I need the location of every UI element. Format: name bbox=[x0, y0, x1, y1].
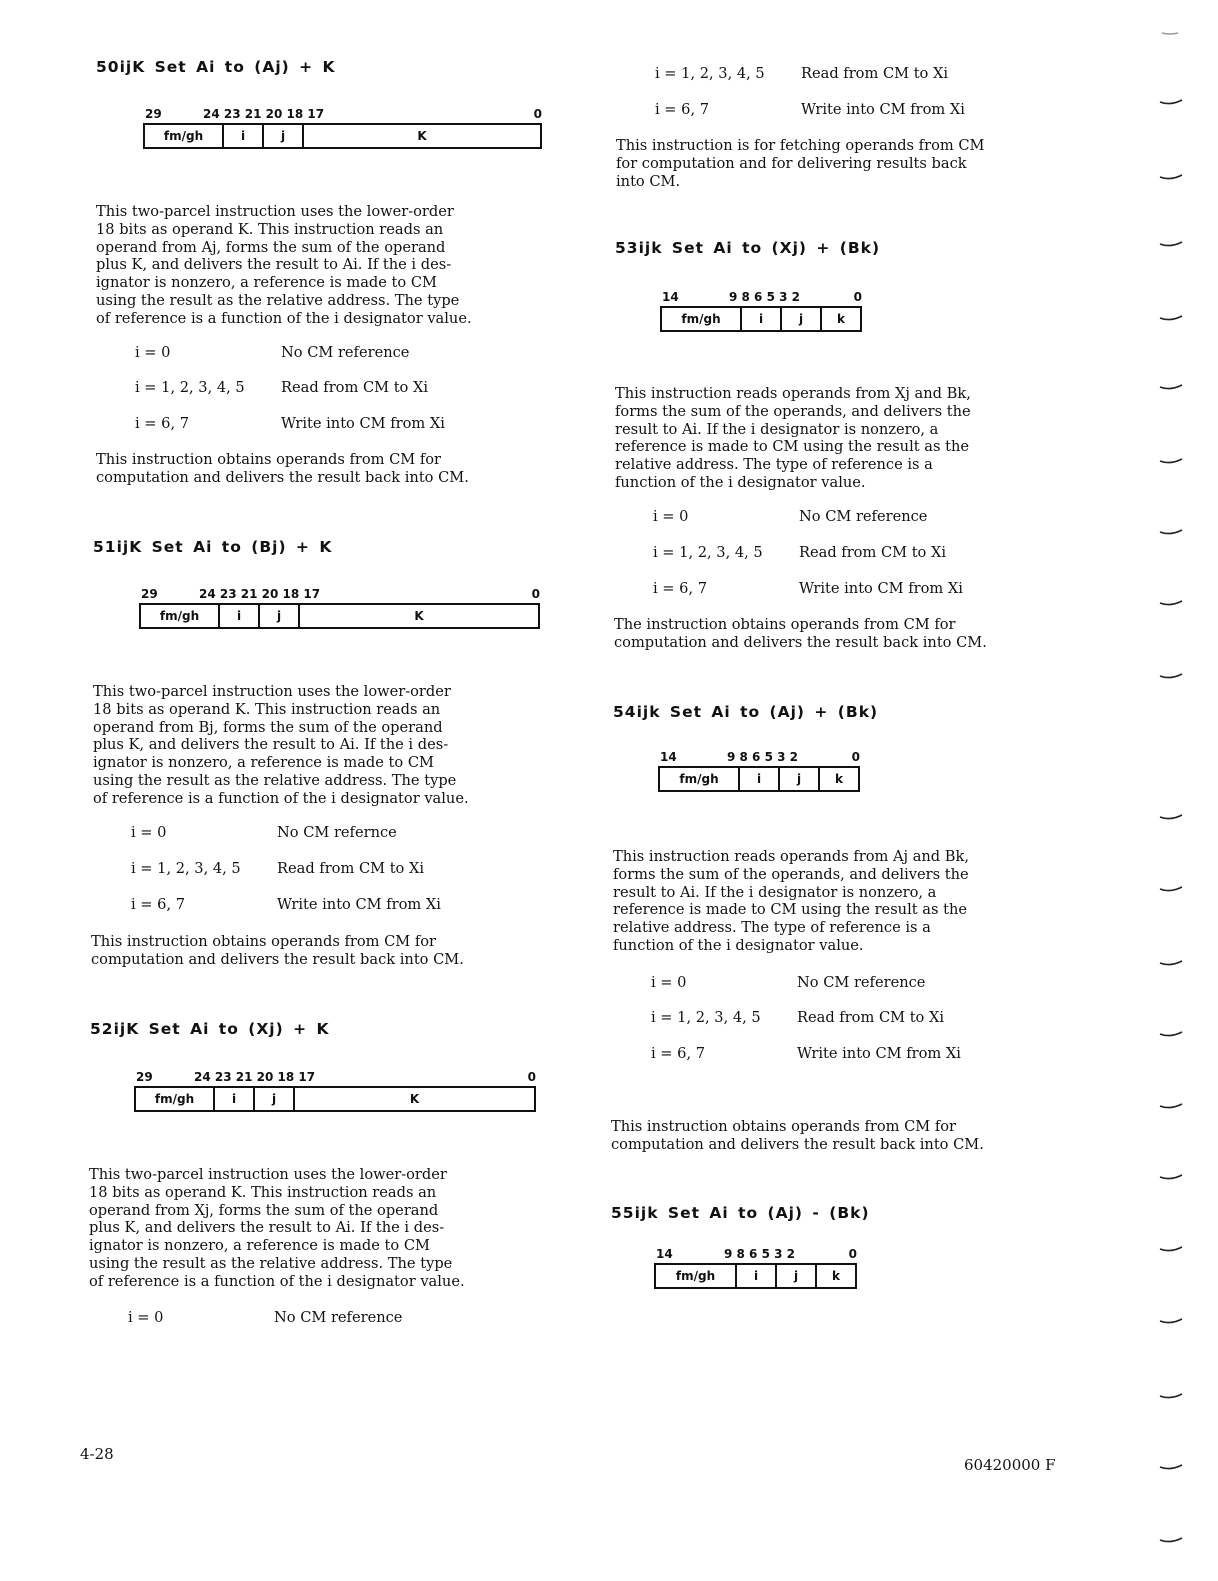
heading-54ijk: 54ijk Set Ai to (Aj) + (Bk) bbox=[613, 703, 879, 721]
summary-50ijk: This instruction obtains operands from CM for computation and delivers the result back into CM. bbox=[96, 451, 469, 486]
table-row: i = 1, 2, 3, 4, 5 Read from CM to Xi bbox=[653, 544, 947, 561]
heading-51ijk: 51ijK Set Ai to (Bj) + K bbox=[93, 538, 333, 556]
field-fm-gh: fm/gh bbox=[145, 125, 224, 147]
field-fm-gh: fm/gh bbox=[662, 308, 742, 330]
table-row: i = 6, 7 Write into CM from Xi bbox=[655, 101, 965, 118]
summary-53ijk: The instruction obtains operands from CM for computation and delivers the result back into CM. bbox=[614, 616, 987, 651]
field-i: i bbox=[740, 768, 780, 790]
bit-label-high: 29 bbox=[136, 1070, 153, 1084]
bit-label-low: 0 bbox=[533, 107, 542, 121]
field-i: i bbox=[215, 1088, 255, 1110]
bit-label-low: 0 bbox=[848, 1247, 857, 1261]
field-k: K bbox=[414, 609, 424, 623]
description-50ijk: This two-parcel instruction uses the lower-order 18 bits as operand K. This instruction reads an operand from Aj, forms the sum of the operand plus K, and delivers the result to Ai. If the i des- ignator is nonzero, a reference is made to CM using the result as the relative address. The type of reference is a function of the i designator value. bbox=[96, 203, 472, 327]
description-54ijk: This instruction reads operands from Aj and Bk, forms the sum of the operands, and delivers the result to Ai. If the i designator is nonzero, a reference is made to CM using the result as the relative address. The type of reference is a function of the i designator value. bbox=[613, 848, 969, 954]
table-row: i = 6, 7 Write into CM from Xi bbox=[131, 896, 441, 913]
table-row: i = 6, 7 Write into CM from Xi bbox=[651, 1045, 961, 1062]
field-k: K bbox=[409, 1092, 420, 1106]
table-row: i = 1, 2, 3, 4, 5 Read from CM to Xi bbox=[131, 860, 425, 877]
field-j: j bbox=[780, 768, 820, 790]
field-fm-gh: fm/gh bbox=[656, 1265, 737, 1287]
field-j: j bbox=[777, 1265, 817, 1287]
bit-label-mid: 24 23 21 20 18 17 bbox=[194, 1070, 316, 1084]
heading-55ijk: 55ijk Set Ai to (Aj) - (Bk) bbox=[611, 1204, 870, 1222]
instruction-format-52ijk bbox=[134, 1070, 536, 1116]
bit-label-low: 0 bbox=[531, 587, 540, 601]
table-row: i = 6, 7 Write into CM from Xi bbox=[135, 415, 445, 432]
bit-label-low: 0 bbox=[527, 1070, 536, 1084]
instruction-format-50ijk bbox=[143, 107, 542, 153]
field-i: i bbox=[742, 308, 782, 330]
field-j: j bbox=[255, 1088, 295, 1110]
bit-label-high: 14 bbox=[662, 290, 679, 304]
bit-label-mid: 9 8 6 5 3 2 bbox=[724, 1247, 795, 1261]
heading-50ijk: 50ijK Set Ai to (Aj) + K bbox=[96, 58, 336, 76]
field-i: i bbox=[220, 605, 260, 627]
field-i: i bbox=[224, 125, 264, 147]
bit-label-low: 0 bbox=[851, 750, 860, 764]
table-row: i = 0 No CM reference bbox=[651, 974, 926, 991]
field-k: k bbox=[835, 772, 843, 786]
instruction-format-51ijk bbox=[139, 587, 540, 633]
table-row: i = 1, 2, 3, 4, 5 Read from CM to Xi bbox=[135, 379, 429, 396]
field-k: K bbox=[417, 129, 427, 143]
description-52ijk: This two-parcel instruction uses the lower-order 18 bits as operand K. This instruction reads an operand from Xj, forms the sum of the operand plus K, and delivers the result to Ai. If the i des- ignator is nonzero, a reference is made to CM using the result as the relative address. The type of reference is a function of the i designator value. bbox=[89, 1166, 465, 1290]
field-fm-gh: fm/gh bbox=[136, 1088, 215, 1110]
field-j: j bbox=[782, 308, 822, 330]
bit-label-mid: 9 8 6 5 3 2 bbox=[727, 750, 798, 764]
page-number: 4-28 bbox=[80, 1445, 114, 1463]
table-row: i = 0 No CM reference bbox=[135, 344, 410, 361]
table-row: i = 0 No CM reference bbox=[653, 508, 928, 525]
bit-label-high: 29 bbox=[141, 587, 158, 601]
heading-52ijk: 52ijK Set Ai to (Xj) + K bbox=[90, 1020, 330, 1038]
document-number: 60420000 F bbox=[964, 1456, 1056, 1474]
bit-label-high: 14 bbox=[660, 750, 677, 764]
bit-label-mid: 9 8 6 5 3 2 bbox=[729, 290, 800, 304]
bit-label-high: 14 bbox=[656, 1247, 673, 1261]
field-k: k bbox=[837, 312, 845, 326]
instruction-format-53ijk bbox=[660, 290, 862, 336]
description-51ijk: This two-parcel instruction uses the lower-order 18 bits as operand K. This instruction reads an operand from Bj, forms the sum of the operand plus K, and delivers the result to Ai. If the i des- ignator is nonzero, a reference is made to CM using the result as the relative address. The type of reference is a function of the i designator value. bbox=[93, 683, 469, 807]
table-row: i = 1, 2, 3, 4, 5 Read from CM to Xi bbox=[655, 65, 949, 82]
bit-label-mid: 24 23 21 20 18 17 bbox=[203, 107, 325, 121]
table-row: i = 0 No CM reference bbox=[128, 1309, 403, 1326]
field-fm-gh: fm/gh bbox=[141, 605, 220, 627]
field-j: j bbox=[264, 125, 304, 147]
bit-label-low: 0 bbox=[853, 290, 862, 304]
summary-51ijk: This instruction obtains operands from CM for computation and delivers the result back into CM. bbox=[91, 933, 464, 968]
heading-53ijk: 53ijk Set Ai to (Xj) + (Bk) bbox=[615, 239, 881, 257]
table-row: i = 1, 2, 3, 4, 5 Read from CM to Xi bbox=[651, 1009, 945, 1026]
table-row: i = 6, 7 Write into CM from Xi bbox=[653, 580, 963, 597]
bit-label-high: 29 bbox=[145, 107, 162, 121]
summary-52ijk: This instruction is for fetching operands from CM for computation and for delivering results back into CM. bbox=[616, 137, 985, 190]
summary-54ijk: This instruction obtains operands from CM for computation and delivers the result back into CM. bbox=[611, 1118, 984, 1153]
bit-label-mid: 24 23 21 20 18 17 bbox=[199, 587, 321, 601]
field-fm-gh: fm/gh bbox=[660, 768, 740, 790]
description-53ijk: This instruction reads operands from Xj and Bk, forms the sum of the operands, and delivers the result to Ai. If the i designator is nonzero, a reference is made to CM using the result as the relative address. The type of reference is a function of the i designator value. bbox=[615, 385, 971, 491]
field-j: j bbox=[260, 605, 300, 627]
binding-edge-marks bbox=[1150, 0, 1200, 1581]
instruction-format-54ijk bbox=[658, 750, 860, 796]
field-k: k bbox=[832, 1269, 840, 1283]
field-i: i bbox=[737, 1265, 777, 1287]
table-row: i = 0 No CM refernce bbox=[131, 824, 397, 841]
instruction-format-55ijk bbox=[654, 1247, 857, 1293]
